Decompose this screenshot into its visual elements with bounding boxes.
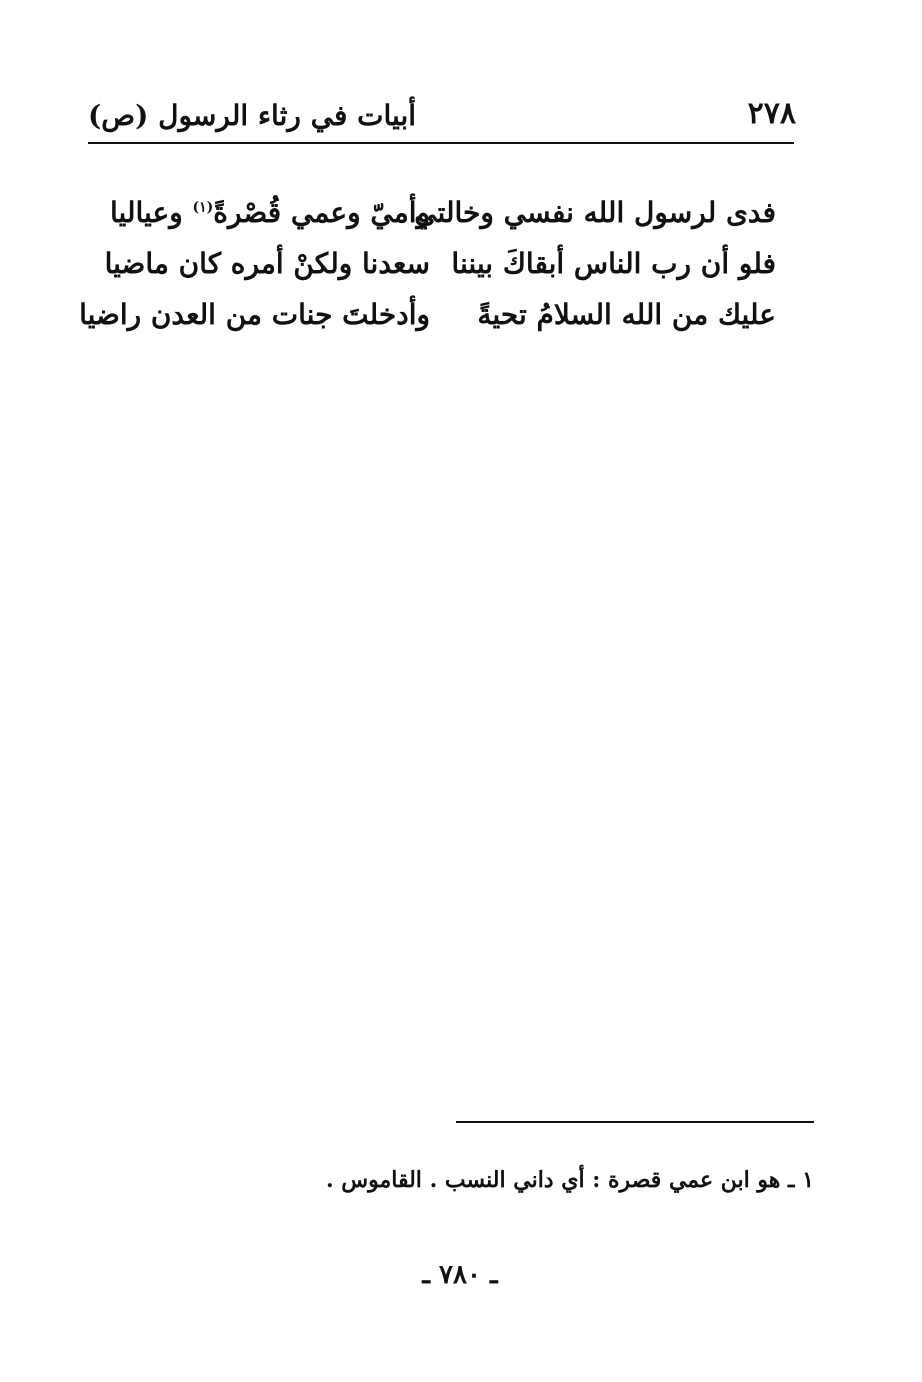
verse-3-second-hemistich: وأدخلتَ جنات من العدن راضيا	[79, 298, 430, 331]
verse-3	[79, 290, 776, 340]
verse-3-first-hemistich: عليك من الله السلامُ تحيةً	[477, 298, 776, 331]
page-number: ـ ٧٨٠ ـ	[422, 1260, 498, 1290]
footnote: ١ ـ هو ابن عمي قصرة : أي داني النسب . القاموس .	[325, 1167, 814, 1193]
poem	[79, 188, 776, 341]
verse-1-second-hemistich	[110, 188, 430, 238]
verse-2	[104, 239, 776, 289]
verse-1-first-hemistich: فدى لرسول الله نفسي وخالتي	[414, 196, 776, 229]
verse-1-second-hemistich-end: وعياليا	[110, 196, 183, 229]
header-divider	[88, 142, 794, 144]
section-number: ٢٧٨	[747, 96, 796, 131]
verse-2-second-hemistich: سعدنا ولكنْ أمره كان ماضيا	[104, 247, 430, 280]
section-title: أبيات في رثاء الرسول (ص)	[88, 99, 417, 132]
footnote-divider	[456, 1121, 814, 1123]
verse-2-first-hemistich: فلو أن رب الناس أبقاكَ بيننا	[451, 247, 776, 280]
verse-1-second-hemistich-start: وأميّ وعمي قُصْرةً	[213, 196, 431, 229]
page-header	[88, 96, 796, 142]
verse-1	[110, 188, 776, 238]
footnote-marker[interactable]: (١)	[192, 199, 214, 216]
